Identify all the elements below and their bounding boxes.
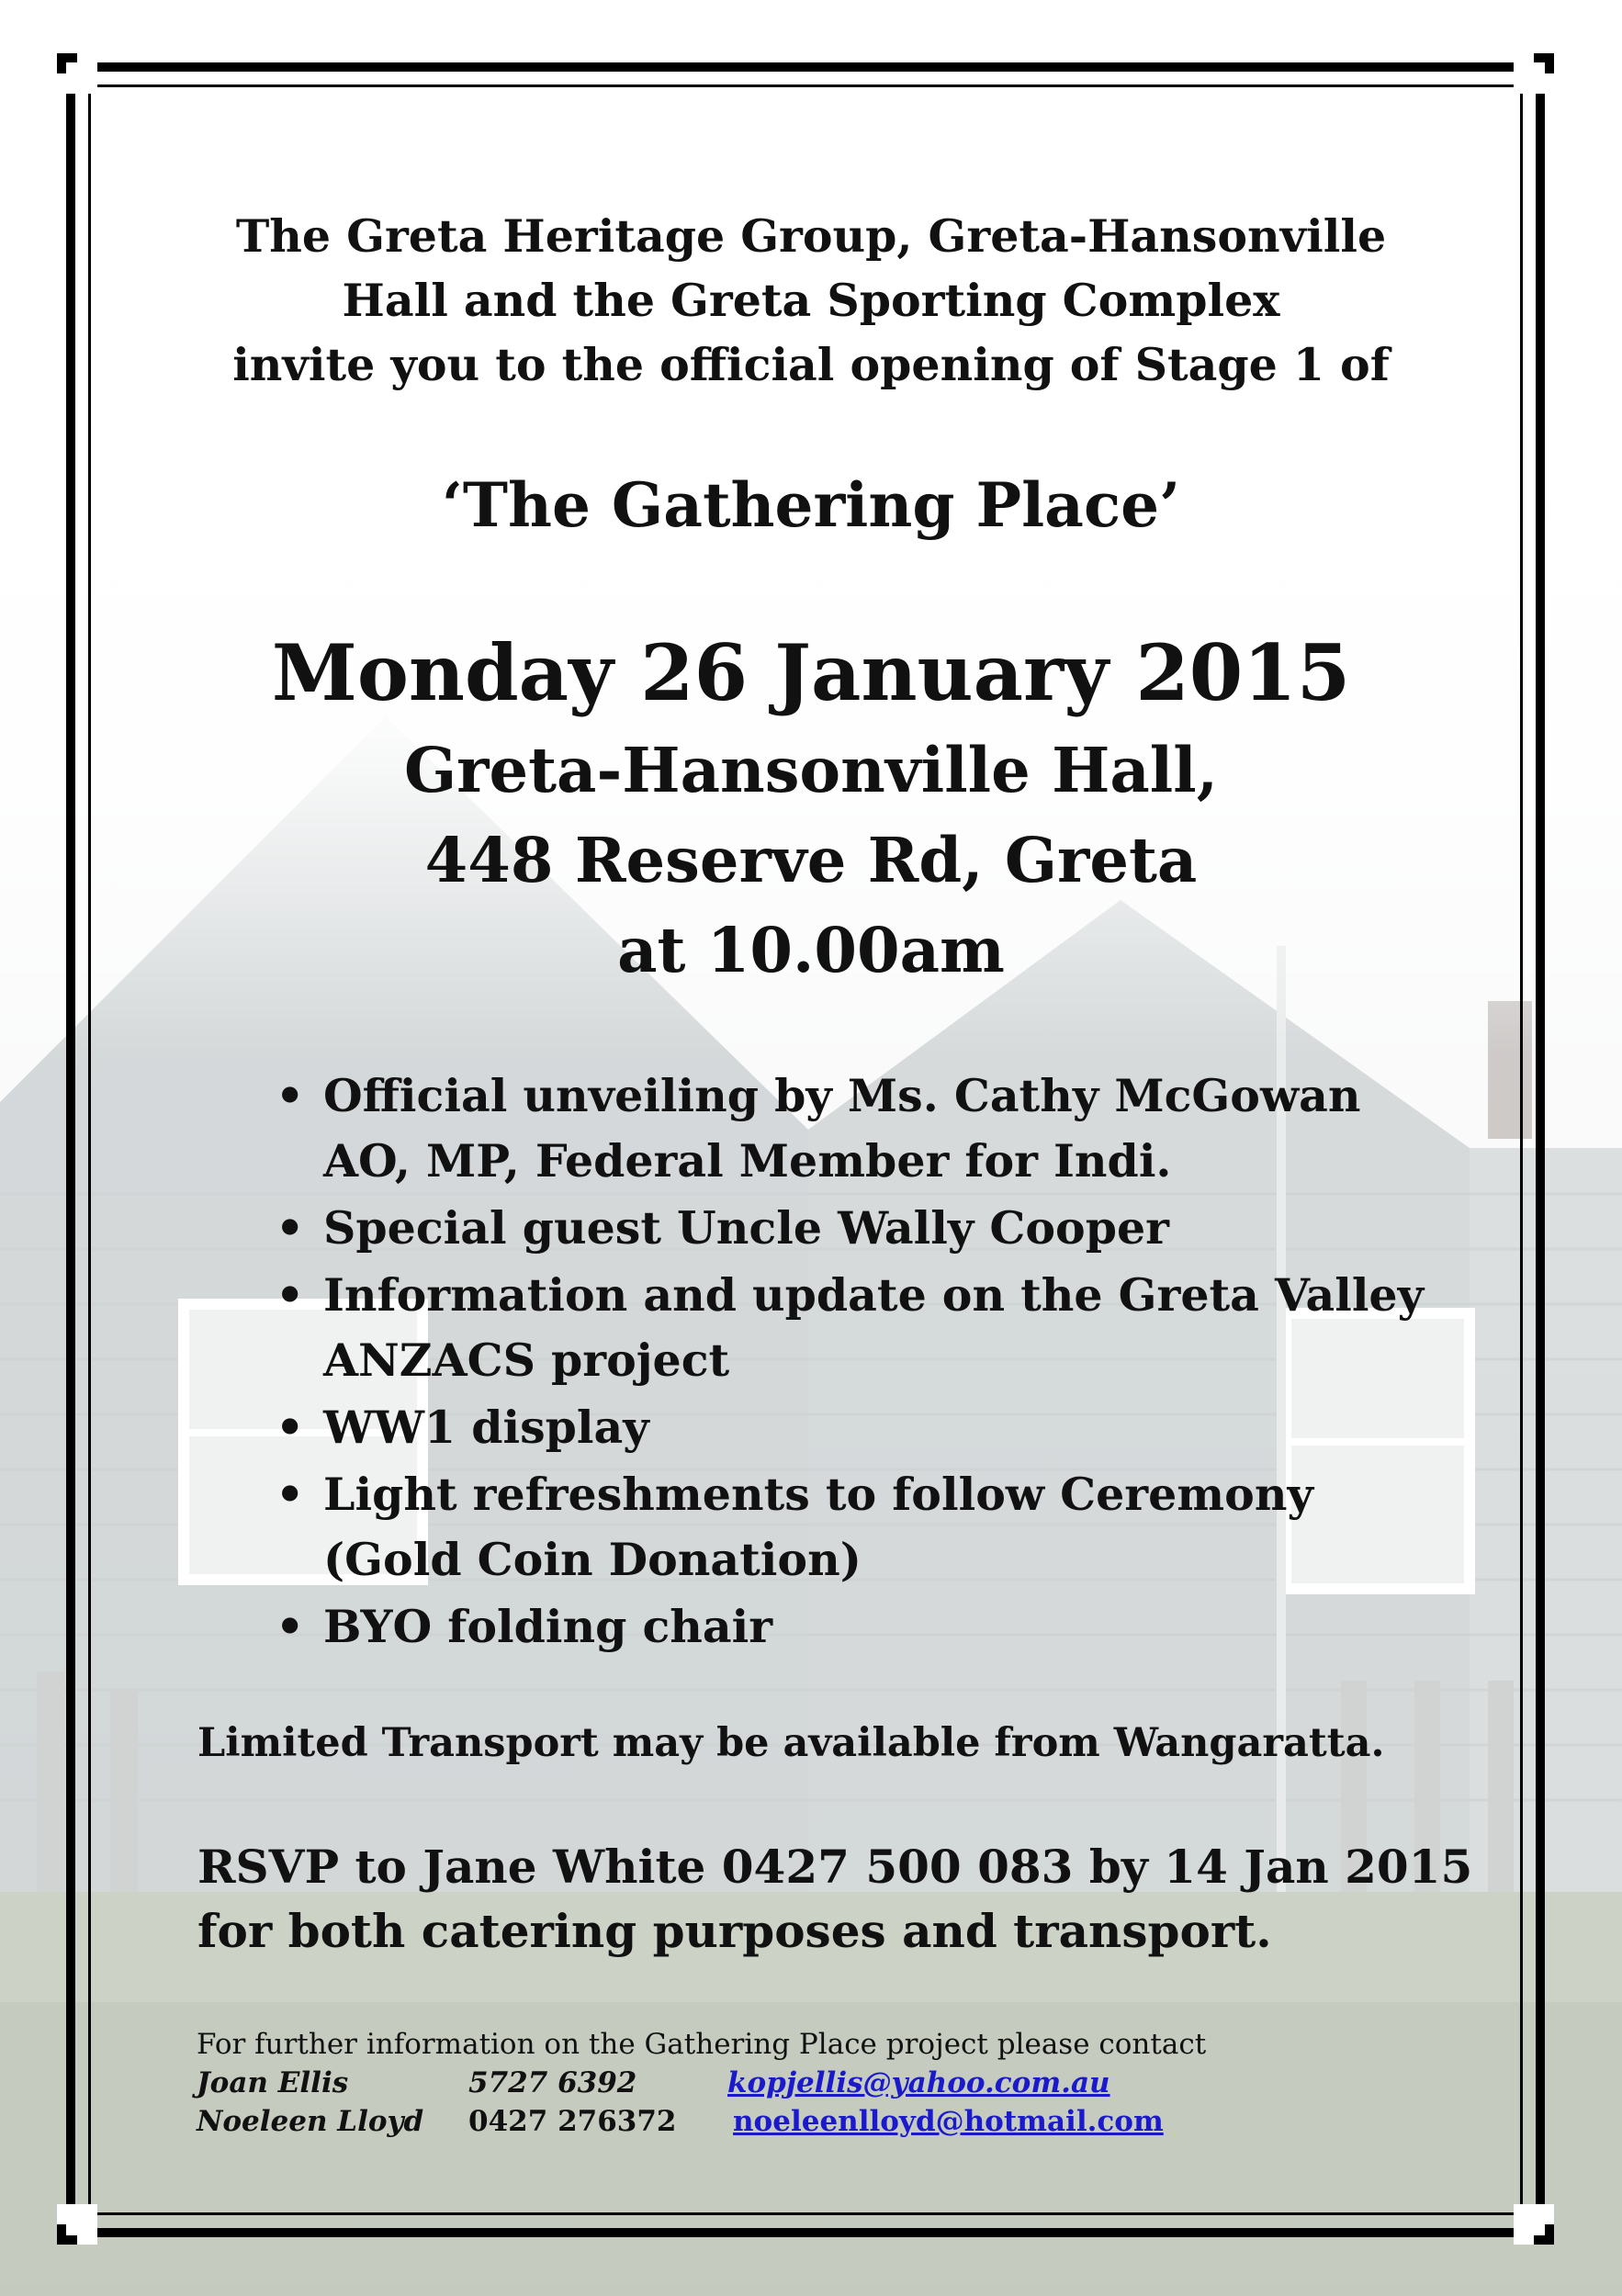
list-item-line: WW1 display [323,1401,649,1454]
contact-email-link[interactable]: kopjellis@yahoo.com.au [727,2066,1110,2099]
list-item-line: BYO folding chair [323,1600,773,1653]
list-item [276,1395,1470,1460]
list-item [276,1196,1470,1261]
transport-note: Limited Transport may be available from Wangaratta. [197,1720,1385,1766]
contact-row [197,2064,1409,2102]
heading-line-2: Hall and the Greta Sporting Complex [342,274,1280,327]
contact-row [197,2102,1409,2141]
contact-email-link[interactable]: noeleenlloyd@hotmail.com [733,2105,1164,2138]
list-item-line: (Gold Coin Donation) [323,1533,862,1586]
rsvp-line-2: for both catering purposes and transport. [197,1904,1272,1958]
list-item-line: AO, MP, Federal Member for Indi. [323,1134,1172,1187]
list-item-line: Information and update on the Greta Valley [323,1268,1425,1322]
heading-line-1: The Greta Heritage Group, Greta-Hansonville [235,209,1387,263]
event-program-list [276,1064,1470,1661]
bullet-icon: • [276,1468,305,1521]
event-date: Monday 26 January 2015 [271,627,1351,718]
heading-line-3: invite you to the official opening of Stage 1 of [232,338,1390,391]
contact-phone: 5727 6392 [468,2066,637,2099]
bullet-icon: • [276,1268,305,1322]
contact-section [197,2025,1409,2141]
contact-intro: For further information on the Gathering Place project please contact [197,2028,1207,2061]
list-item [276,1462,1470,1593]
list-item-line: Official unveiling by Ms. Cathy McGowan [323,1069,1361,1122]
contact-name: Joan Ellis [197,2066,349,2099]
list-item [276,1064,1470,1194]
bullet-icon: • [276,1069,305,1122]
list-item-line: Light refreshments to follow Ceremony [323,1468,1313,1521]
rsvp-line-1: RSVP to Jane White 0427 500 083 by 14 Jan 2015 [197,1840,1473,1894]
bullet-icon: • [276,1401,305,1454]
bullet-icon: • [276,1600,305,1653]
event-title: ‘The Gathering Place’ [441,469,1181,541]
venue-block [184,726,1438,996]
list-item-line: Special guest Uncle Wally Cooper [323,1201,1169,1255]
list-item-line: ANZACS project [323,1334,730,1387]
bullet-icon: • [276,1201,305,1255]
venue-name: Greta-Hansonville Hall, [403,734,1219,806]
event-time: at 10.00am [617,914,1005,986]
list-item [276,1263,1470,1393]
invitation-heading [184,204,1438,397]
rsvp-block [197,1835,1502,1964]
list-item [276,1594,1470,1660]
venue-address: 448 Reserve Rd, Greta [424,824,1198,896]
contact-phone: 0427 276372 [468,2105,677,2138]
contact-name: Noeleen Lloyd [197,2105,424,2138]
